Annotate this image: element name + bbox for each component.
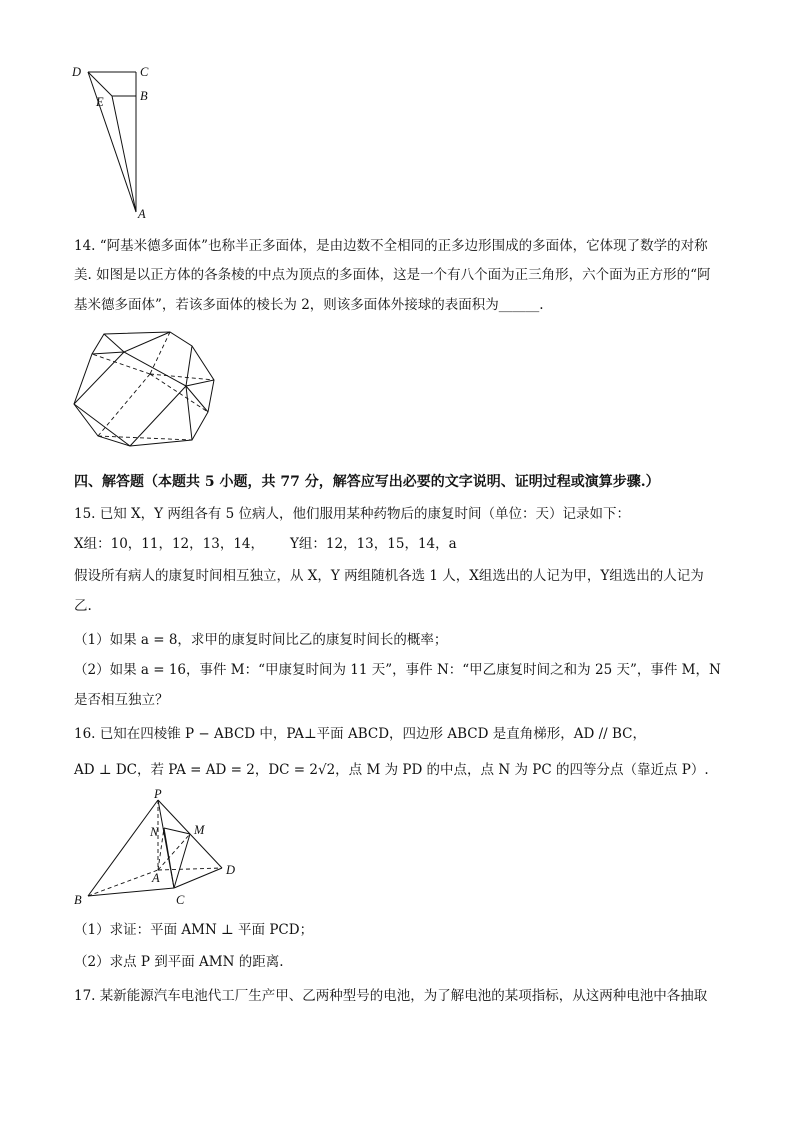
q16-line1: 16. 已知在四棱锥 P − ABCD 中，PA⊥平面 ABCD，四边形 ABCD 是直角梯形，AD // BC， [74,726,646,742]
label-E: E [96,95,104,109]
label-B: B [140,89,148,103]
label-C: C [140,65,149,79]
label-A: A [152,871,160,885]
q15-line1: 15. 已知 X，Y 两组各有 5 位病人，他们服用某种药物后的康复时间（单位：天）记录如下： [74,506,631,522]
q14-line3: 基米德多面体”，若该多面体的棱长为 2，则该多面体外接球的表面积为______. [74,297,544,313]
q15-line4: 乙. [74,598,92,614]
q16-part2: （2）求点 P 到平面 AMN 的距离. [74,954,284,970]
q14-line2: 美. 如图是以正方体的各条棱的中点为顶点的多面体，这是一个有八个面为正三角形，六个面为正方形的“阿 [74,267,711,283]
section-4-heading: 四、解答题（本题共 5 小题，共 77 分，解答应写出必要的文字说明、证明过程或演算步骤.） [74,474,660,490]
q14-line1: 14. “阿基米德多面体”也称半正多面体，是由边数不全相同的正多边形围成的多面体，它体现了数学的对称 [74,238,708,254]
label-D: D [226,863,236,877]
q17-line1: 17. 某新能源汽车电池代工厂生产甲、乙两种型号的电池，为了解电池的某项指标，从这两种电池中各抽取 [74,988,708,1004]
label-A: A [138,207,146,221]
q16-part1: （1）求证：平面 AMN ⊥ 平面 PCD； [74,922,314,938]
figure-q13 [70,60,170,225]
label-C: C [176,893,185,907]
q16-line2: AD ⊥ DC，若 PA = AD = 2，DC = 2√2，点 M 为 PD 的中点，点 N 为 PC 的四等分点（靠近点 P）. [74,762,709,778]
label-B: B [74,893,82,907]
label-N: N [150,825,159,839]
figure-pyramid [70,788,250,914]
q15-part2-cont: 是否相互独立？ [74,692,169,708]
q15-part1: （1）如果 a = 8，求甲的康复时间比乙的康复时间长的概率； [74,632,448,648]
q15-x-group: X组：10，11，12，13，14， [74,536,265,552]
label-D: D [72,65,82,79]
q15-part2: （2）如果 a = 16，事件 M：“甲康复时间为 11 天”，事件 N：“甲乙康复时间之和为 25 天”，事件 M，N [74,662,721,678]
figure-cuboctahedron [70,328,220,454]
label-M: M [194,823,205,837]
q15-y-group: Y组：12，13，15，14，a [290,536,457,552]
q15-line3: 假设所有病人的康复时间相互独立，从 X，Y 两组随机各选 1 人，X组选出的人记为甲，Y组选出的人记为 [74,568,704,584]
label-P: P [154,788,162,801]
